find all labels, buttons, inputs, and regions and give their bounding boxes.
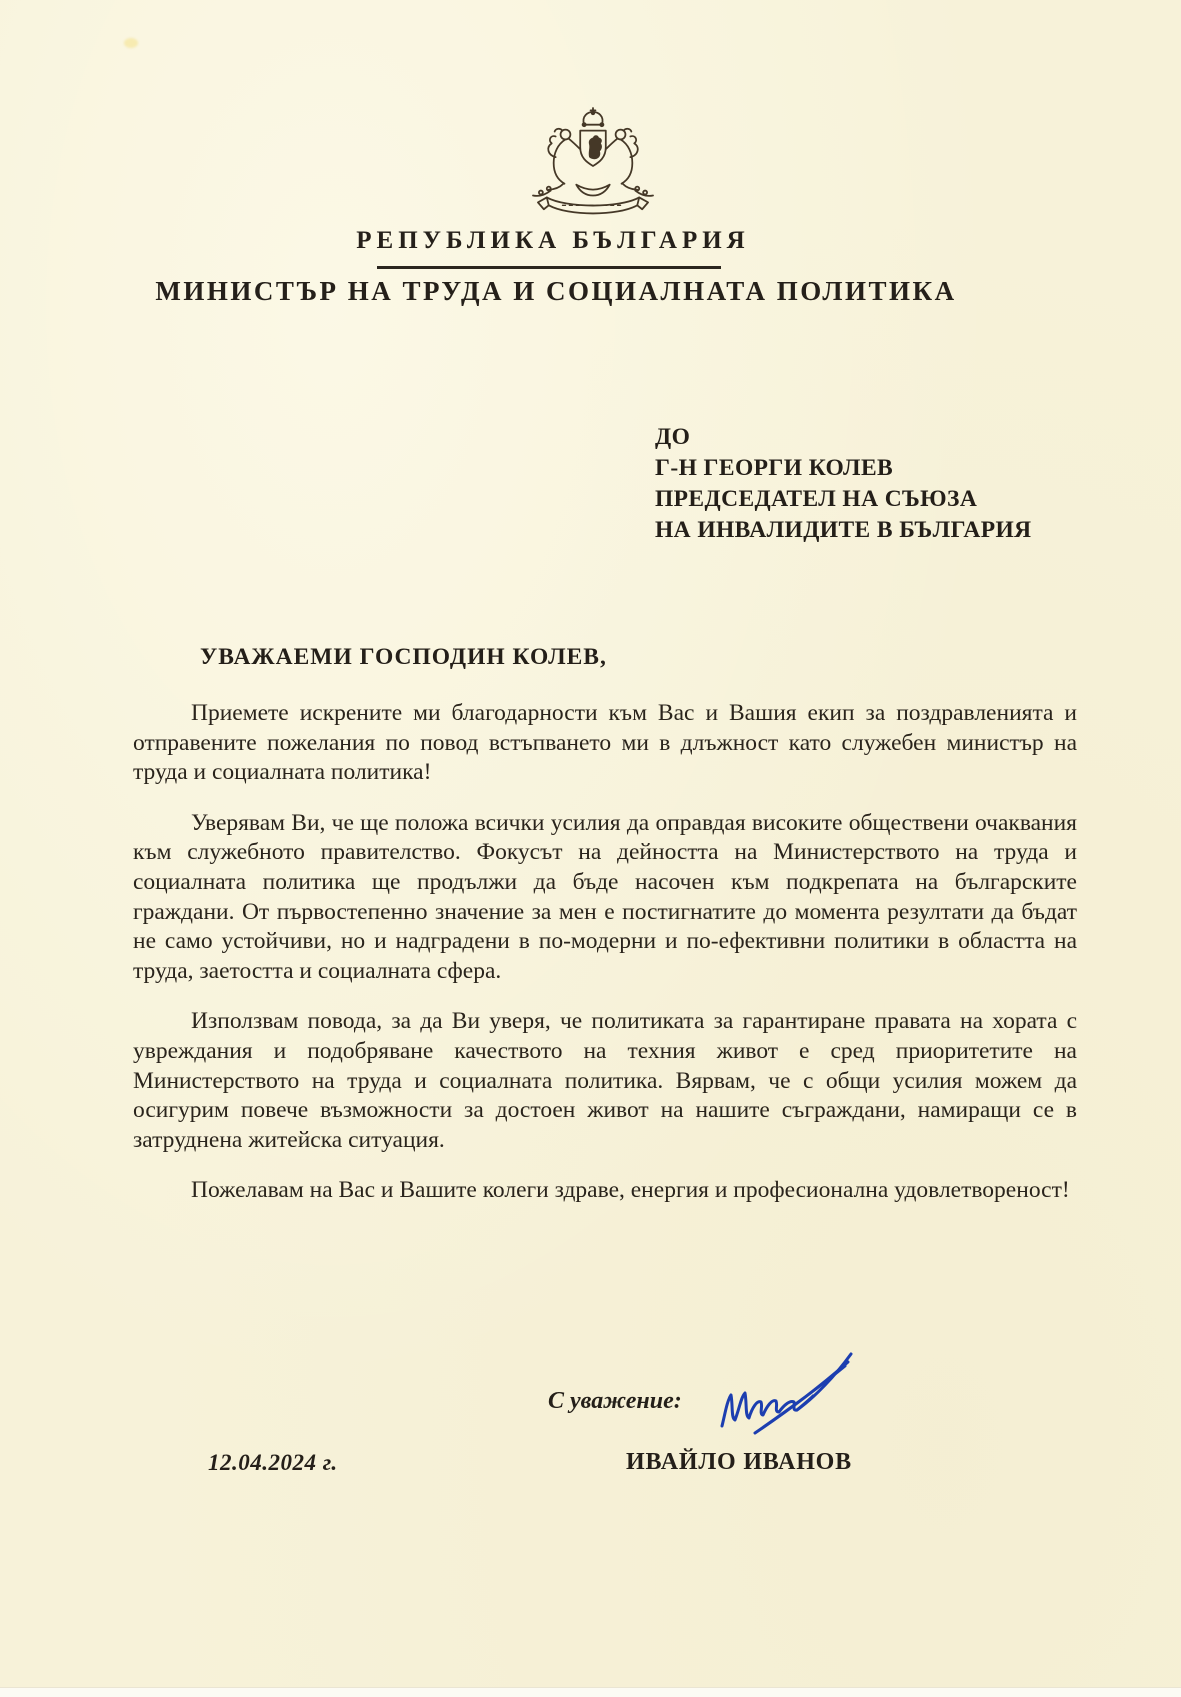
recipient-block xyxy=(655,422,1032,546)
body-paragraph: Пожелавам на Вас и Вашите колеги здраве, енергия и професионална удовлетвореност! xyxy=(191,1177,1070,1204)
letter-date: 12.04.2024 г. xyxy=(208,1450,338,1475)
handwritten-signature-icon xyxy=(695,1326,875,1448)
body-paragraph: Използвам повода, за да Ви уверя, че политиката за гарантиране правата на хората с увреждания и подобряване качеството на техния живот е сред приоритетите на Министерството на труда и социалната политика. Вярвам, че с общи усилия можем да осигурим повече възможности за достоен живот на нашите съграждани, намиращи се в затруднена житейска ситуация. xyxy=(133,1008,1077,1153)
regards-label: С уважение: xyxy=(548,1388,682,1414)
recipient-line-title: ПРЕДСЕДАТЕЛ НА СЪЮЗА xyxy=(655,486,978,512)
country-title: РЕПУБЛИКА БЪЛГАРИЯ xyxy=(356,227,750,254)
recipient-line-org: НА ИНВАЛИДИТЕ В БЪЛГАРИЯ xyxy=(655,517,1032,543)
recipient-line-name: Г-Н ГЕОРГИ КОЛЕВ xyxy=(655,455,894,481)
signatory-name: ИВАЙЛО ИВАНОВ xyxy=(626,1449,852,1475)
paper-speck xyxy=(124,38,138,48)
ministry-title: МИНИСТЪР НА ТРУДА И СОЦИАЛНАТА ПОЛИТИКА xyxy=(155,276,957,306)
scan-bottom-edge xyxy=(0,1687,1181,1697)
header-rule xyxy=(377,266,721,269)
body-paragraph: Приемете искрените ми благодарности към Вас и Вашия екип за поздравленията и отправените пожелания по повод встъпването ми в длъжност като служебен министър на труда и социалната политика! xyxy=(133,700,1077,786)
bulgaria-coat-of-arms-icon xyxy=(518,106,668,224)
salutation: УВАЖАЕМИ ГОСПОДИН КОЛЕВ, xyxy=(200,644,607,670)
recipient-line-to: ДО xyxy=(655,424,691,450)
body-paragraph: Уверявам Ви, че ще положа всички усилия да оправдая високите обществени очаквания към служебното правителство. Фокусът на дейността на Министерството на труда и социалната политика ще продължи да бъде насочен към подкрепата на българските граждани. От първостепенно значение за мен е постигнатите до момента резултати да бъдат не само устойчиви, но и надградени в по-модерни и по-ефективни политики в областта на труда, заетостта и социалната сфера. xyxy=(133,809,1077,984)
letter-body xyxy=(133,699,1077,1227)
